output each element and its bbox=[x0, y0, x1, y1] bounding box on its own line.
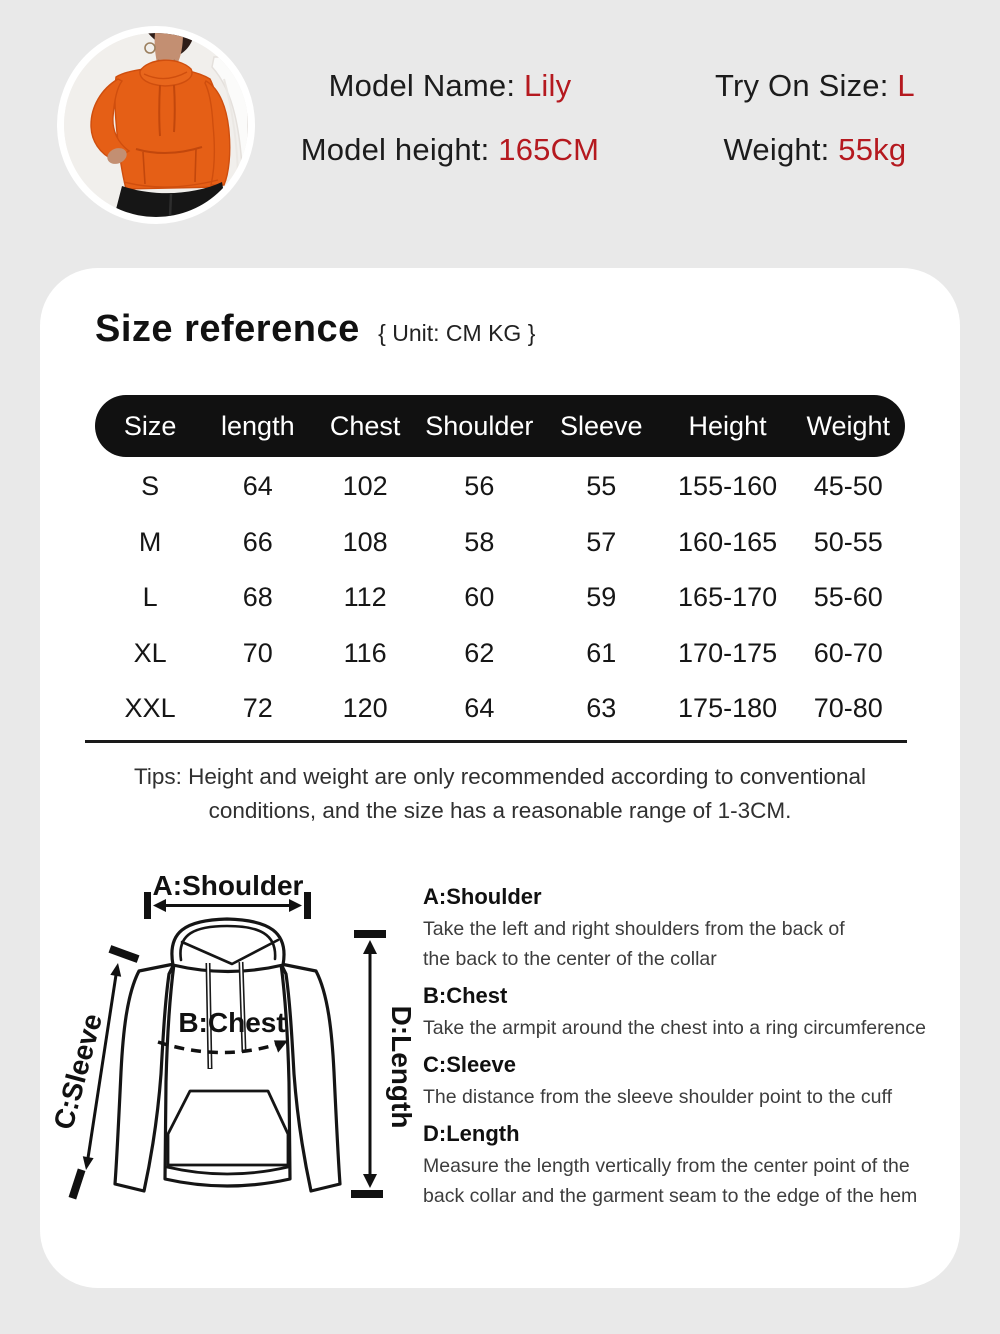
table-cell: 60-70 bbox=[813, 637, 883, 668]
tips-line-2: conditions, and the size has a reasonable range of 1-3CM. bbox=[208, 798, 792, 823]
measure-item-desc-line: back collar and the garment seam to the edge of the hem bbox=[423, 1185, 918, 1207]
table-cell: 120 bbox=[342, 693, 388, 724]
measure-item-title: D:Length bbox=[423, 1121, 520, 1146]
header-shoulder: Shoulder bbox=[425, 410, 534, 441]
header-chest: Chest bbox=[329, 410, 401, 441]
table-cell: 165-170 bbox=[678, 582, 778, 613]
table-cell: 170-175 bbox=[678, 637, 778, 668]
measure-item-title: A:Shoulder bbox=[423, 884, 542, 909]
try-on-size-label: Try On Size: bbox=[715, 68, 889, 103]
table-bottom-divider bbox=[85, 740, 907, 743]
table-cell: M bbox=[138, 526, 162, 557]
hero-row-1 bbox=[270, 66, 1000, 106]
hero-text bbox=[270, 0, 1000, 268]
table-cell: XL bbox=[133, 637, 167, 668]
hero-section bbox=[0, 0, 1000, 268]
measure-guide-section bbox=[40, 862, 960, 1242]
weight-label: Weight: bbox=[723, 132, 830, 167]
table-cell: 112 bbox=[343, 582, 387, 613]
shoulder-arrow bbox=[144, 870, 311, 919]
table-cell: 155-160 bbox=[678, 471, 778, 502]
tips-line-1: Tips: Height and weight are only recommended according to conventional bbox=[133, 764, 867, 789]
weight-value: 55kg bbox=[838, 132, 907, 167]
model-height-field bbox=[270, 130, 630, 170]
measure-item-desc-line: Take the left and right shoulders from the back of bbox=[423, 918, 845, 940]
header-size: Size bbox=[123, 410, 177, 441]
table-cell: 50-55 bbox=[813, 526, 883, 557]
header-weight: Weight bbox=[806, 410, 891, 441]
measure-item-title: C:Sleeve bbox=[423, 1052, 516, 1077]
table-cell: 58 bbox=[464, 526, 495, 557]
table-cell: 160-165 bbox=[678, 526, 778, 557]
table-cell: 57 bbox=[586, 526, 617, 557]
size-table bbox=[95, 395, 905, 737]
table-row-m bbox=[95, 515, 905, 571]
unit-note: { Unit: CM KG } bbox=[378, 320, 536, 346]
table-cell: 108 bbox=[342, 526, 388, 557]
header-sleeve: Sleeve bbox=[559, 410, 643, 441]
table-cell: XXL bbox=[124, 693, 176, 724]
title-text: Size reference bbox=[95, 308, 360, 350]
model-height-value: 165CM bbox=[498, 132, 600, 167]
header-height: Height bbox=[688, 410, 767, 441]
try-on-size-value: L bbox=[897, 68, 915, 103]
size-reference-card bbox=[40, 268, 960, 1288]
table-cell: 63 bbox=[586, 693, 617, 724]
diagram-sleeve-label: C:Sleeve bbox=[47, 1010, 109, 1133]
measure-item-title: B:Chest bbox=[423, 983, 508, 1008]
measure-definitions bbox=[423, 884, 963, 1220]
table-cell: L bbox=[142, 582, 158, 613]
table-cell: 72 bbox=[242, 693, 273, 724]
hero-row-2 bbox=[270, 130, 1000, 170]
measure-item-sleeve bbox=[423, 1052, 963, 1112]
model-name-field bbox=[270, 66, 630, 106]
model-photo-illustration bbox=[64, 33, 248, 217]
table-cell: S bbox=[141, 471, 160, 502]
table-row-xxl bbox=[95, 681, 905, 737]
header-length: length bbox=[221, 410, 295, 441]
table-cell: 66 bbox=[242, 526, 273, 557]
table-cell: 59 bbox=[586, 582, 617, 613]
table-cell: 68 bbox=[242, 582, 273, 613]
table-cell: 116 bbox=[343, 637, 387, 668]
measure-item-shoulder bbox=[423, 884, 963, 974]
table-cell: 61 bbox=[586, 637, 617, 668]
tips-text bbox=[40, 760, 960, 828]
table-cell: 45-50 bbox=[813, 471, 883, 502]
diagram-length-label: D:Length bbox=[386, 1005, 417, 1129]
weight-field bbox=[630, 130, 1000, 170]
model-name-label: Model Name: bbox=[328, 68, 516, 103]
size-table-header bbox=[95, 395, 905, 457]
measure-item-chest bbox=[423, 983, 963, 1043]
model-height-label: Model height: bbox=[300, 132, 490, 167]
measure-item-desc-line: the back to the center of the collar bbox=[423, 948, 717, 970]
measure-item-desc-line: The distance from the sleeve shoulder point to the cuff bbox=[423, 1086, 892, 1108]
model-name-value: Lily bbox=[523, 68, 572, 103]
table-row-l bbox=[95, 570, 905, 626]
model-photo bbox=[57, 26, 255, 224]
table-row-s bbox=[95, 459, 905, 515]
table-cell: 70-80 bbox=[813, 693, 883, 724]
hoodie-measure-diagram bbox=[40, 862, 440, 1227]
hoodie-outline bbox=[115, 919, 340, 1191]
length-arrow bbox=[351, 930, 417, 1198]
measure-item-length bbox=[423, 1121, 963, 1211]
table-cell: 64 bbox=[242, 471, 273, 502]
measure-item-desc-line: Take the armpit around the chest into a ring circumference bbox=[423, 1017, 926, 1039]
diagram-chest-label: B:Chest bbox=[178, 1007, 286, 1038]
table-cell: 102 bbox=[342, 471, 388, 502]
size-table-body bbox=[95, 459, 905, 737]
table-cell: 175-180 bbox=[678, 693, 778, 724]
table-cell: 62 bbox=[464, 637, 495, 668]
table-cell: 60 bbox=[464, 582, 495, 613]
table-cell: 64 bbox=[464, 693, 495, 724]
try-on-size-field bbox=[630, 66, 1000, 106]
size-reference-title bbox=[95, 308, 535, 351]
table-cell: 55-60 bbox=[813, 582, 883, 613]
measure-item-desc-line: Measure the length vertically from the center point of the bbox=[423, 1155, 910, 1177]
table-row-xl bbox=[95, 626, 905, 682]
table-cell: 70 bbox=[242, 637, 273, 668]
diagram-shoulder-label: A:Shoulder bbox=[152, 870, 304, 901]
table-cell: 55 bbox=[586, 471, 617, 502]
table-cell: 56 bbox=[464, 471, 495, 502]
